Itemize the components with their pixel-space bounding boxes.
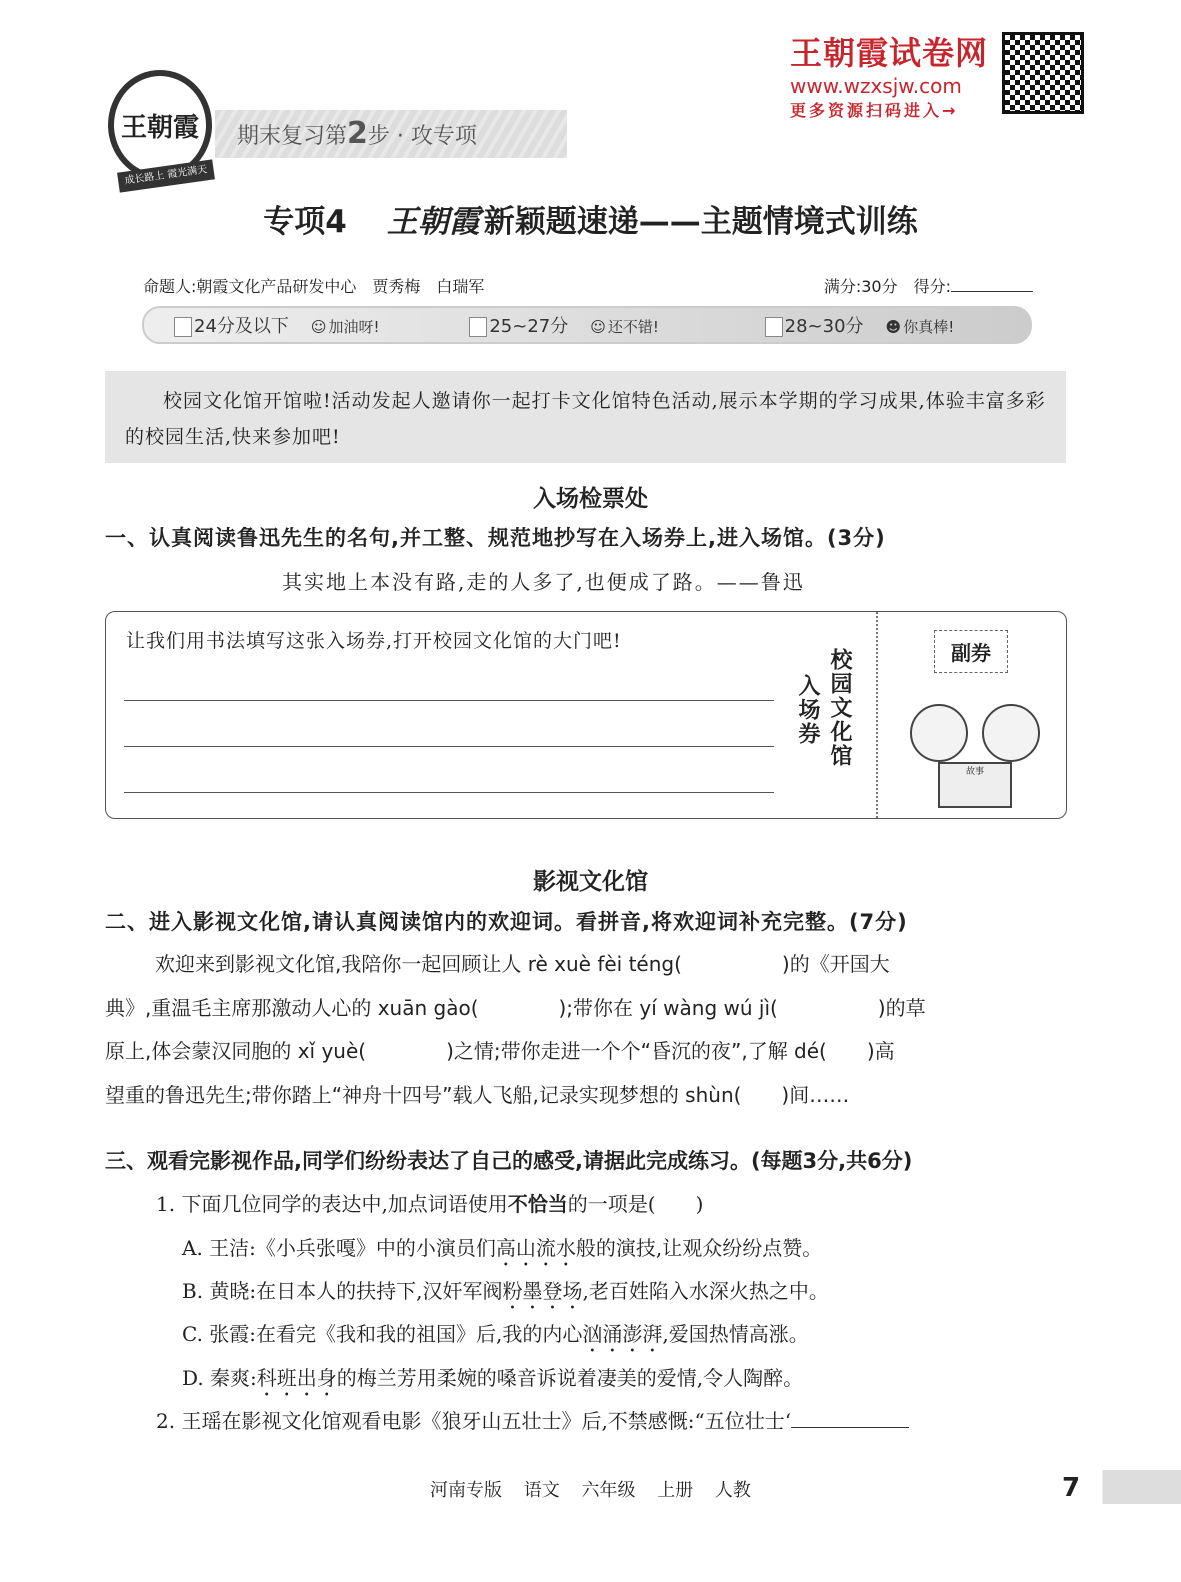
grade-option[interactable]: [144, 312, 439, 338]
quote: 其实地上本没有路,走的人多了,也便成了路。——鲁迅: [282, 570, 805, 594]
grade-comment: 还不错!: [607, 318, 659, 336]
option-b[interactable]: [182, 1275, 829, 1314]
book-label: 故事: [965, 767, 984, 777]
title-signature: 王朝霞: [386, 204, 480, 240]
checkbox[interactable]: [765, 317, 783, 337]
stub-label: 副券: [934, 630, 1008, 673]
subquestion-2: [156, 1405, 909, 1434]
writing-line[interactable]: [124, 700, 774, 701]
option-emphasis: 汹涌澎湃: [582, 1322, 663, 1346]
ticket-prompt: 让我们用书法填写这张入场券,打开校园文化馆的大门吧!: [126, 630, 622, 652]
q1-pre: 1. 下面几位同学的表达中,加点词语使用: [156, 1192, 508, 1216]
grade-bar: [142, 306, 1032, 344]
question-2: 二、进入影视文化馆,请认真阅读馆内的欢迎词。看拼音,将欢迎词补充完整。(7分): [105, 910, 908, 934]
smiley-icon: ☺: [310, 318, 327, 336]
grade-option[interactable]: [439, 312, 734, 338]
option-text: 的梅兰芳用柔婉的嗓音诉说着凄美的爱情,令人陶醉。: [336, 1366, 804, 1390]
q1-bold: 不恰当: [507, 1192, 568, 1216]
passage-line: 原上,体会蒙汉同胞的 xǐ yuè( )之情;带你走进一个个“昏沉的夜”,了解 dé( )高: [105, 1039, 895, 1063]
ticket-stub: [876, 612, 1068, 818]
child-illustration: [910, 704, 968, 762]
brand-block: [790, 28, 1000, 121]
grade-range: 28~30分: [784, 316, 864, 337]
question-3: 三、观看完影视作品,同学们纷纷表达了自己的感受,请据此完成练习。(每题3分,共6分): [105, 1149, 913, 1173]
option-c[interactable]: [182, 1318, 809, 1357]
option-text: ,老百姓陷入水深火热之中。: [582, 1279, 829, 1303]
passage-line: 欢迎来到影视文化馆,我陪你一起回顾让人 rè xuè fèi téng( )的《开国大: [155, 952, 890, 976]
passage-line: 典》,重温毛主席那激动人心的 xuān gào( );带你在 yí wàng wú jì( )的草: [105, 995, 926, 1020]
welcome-passage: [105, 943, 1066, 1117]
grade-range: 24分及以下: [194, 316, 289, 337]
brand-more: 更多资源扫码进入→: [790, 101, 959, 120]
page-title: [0, 196, 1181, 241]
option-text: D. 秦爽:: [182, 1366, 257, 1390]
logo-text: 王朝霞: [120, 112, 199, 143]
option-emphasis: 科班出身: [256, 1366, 337, 1390]
option-emphasis: 高山流水: [495, 1236, 576, 1260]
option-a[interactable]: [182, 1232, 822, 1271]
score-field[interactable]: [951, 291, 1033, 292]
step-number: 2: [347, 116, 368, 151]
step-suffix: 步 · 攻专项: [367, 124, 477, 149]
full-score: 满分:30分: [823, 277, 898, 296]
ticket: [105, 611, 1067, 819]
step-banner: [215, 110, 567, 158]
footer: 河南专版 语文 六年级 上册 人教: [430, 1480, 751, 1501]
passage-line: 望重的鲁迅先生;带你踏上“神舟十四号”载人飞船,记录实现梦想的 shùn( )间……: [105, 1082, 850, 1107]
writing-line[interactable]: [124, 746, 774, 747]
smiley-icon: ☺: [590, 318, 606, 336]
question-1: 一、认真阅读鲁迅先生的名句,并工整、规范地抄写在入场券上,进入场馆。(3分): [105, 526, 886, 550]
brand-url[interactable]: www.wzxsjw.com: [790, 74, 962, 98]
option-text: 般的演技,让观众纷纷点赞。: [575, 1236, 823, 1260]
intro-box: 校园文化馆开馆啦!活动发起人邀请你一起打卡文化馆特色活动,展示本学期的学习成果,体验丰富多彩的校园生活,快来参加吧!: [105, 371, 1066, 463]
option-emphasis: 粉墨登场: [502, 1279, 583, 1303]
ticket-type: 入场券: [795, 674, 820, 746]
subquestion-1: [156, 1188, 703, 1217]
qr-code[interactable]: [1002, 32, 1084, 114]
grade-comment: 你真棒!: [903, 318, 955, 336]
authors: 命题人:朝霞文化产品研发中心 贾秀梅 白瑞军: [143, 277, 485, 296]
title-prefix: 专项4: [263, 204, 347, 240]
title-main: 新颖题速递——主题情境式训练: [483, 204, 918, 240]
q1-post: 的一项是( ): [567, 1192, 704, 1216]
option-text: A. 王洁:《小兵张嘎》中的小演员们: [182, 1236, 496, 1260]
brand-name: 王朝霞试卷网: [790, 34, 989, 72]
option-text: ,爱国热情高涨。: [662, 1322, 809, 1346]
step-prefix: 期末复习第: [237, 124, 348, 149]
grade-option[interactable]: [735, 312, 1030, 338]
page-number: 7: [1050, 1470, 1181, 1504]
grade-range: 25~27分: [489, 316, 569, 337]
ticket-name: 校园文化馆: [827, 648, 852, 768]
grade-comment: 加油呀!: [328, 318, 380, 336]
child-illustration: [982, 704, 1040, 762]
option-d[interactable]: [182, 1362, 803, 1401]
score-label: 得分:: [913, 277, 951, 296]
checkbox[interactable]: [469, 317, 487, 337]
section-heading: 入场检票处: [533, 486, 648, 512]
smiley-icon: ☻: [885, 318, 902, 336]
checkbox[interactable]: [174, 317, 192, 337]
option-text: C. 张霞:在看完《我和我的祖国》后,我的内心: [182, 1322, 583, 1346]
answer-blank[interactable]: [791, 1427, 909, 1428]
book-illustration: [938, 762, 1012, 808]
section-heading: 影视文化馆: [533, 869, 648, 895]
logo-ribbon: 成长路上 霞光满天: [117, 159, 215, 192]
writing-line[interactable]: [124, 792, 774, 793]
option-text: B. 黄晓:在日本人的扶持下,汉奸军阀: [182, 1279, 503, 1303]
q2-text: 2. 王瑶在影视文化馆观看电影《狼牙山五壮士》后,不禁感慨:“五位壮士‘: [156, 1409, 792, 1433]
meta-row: [143, 274, 1033, 297]
